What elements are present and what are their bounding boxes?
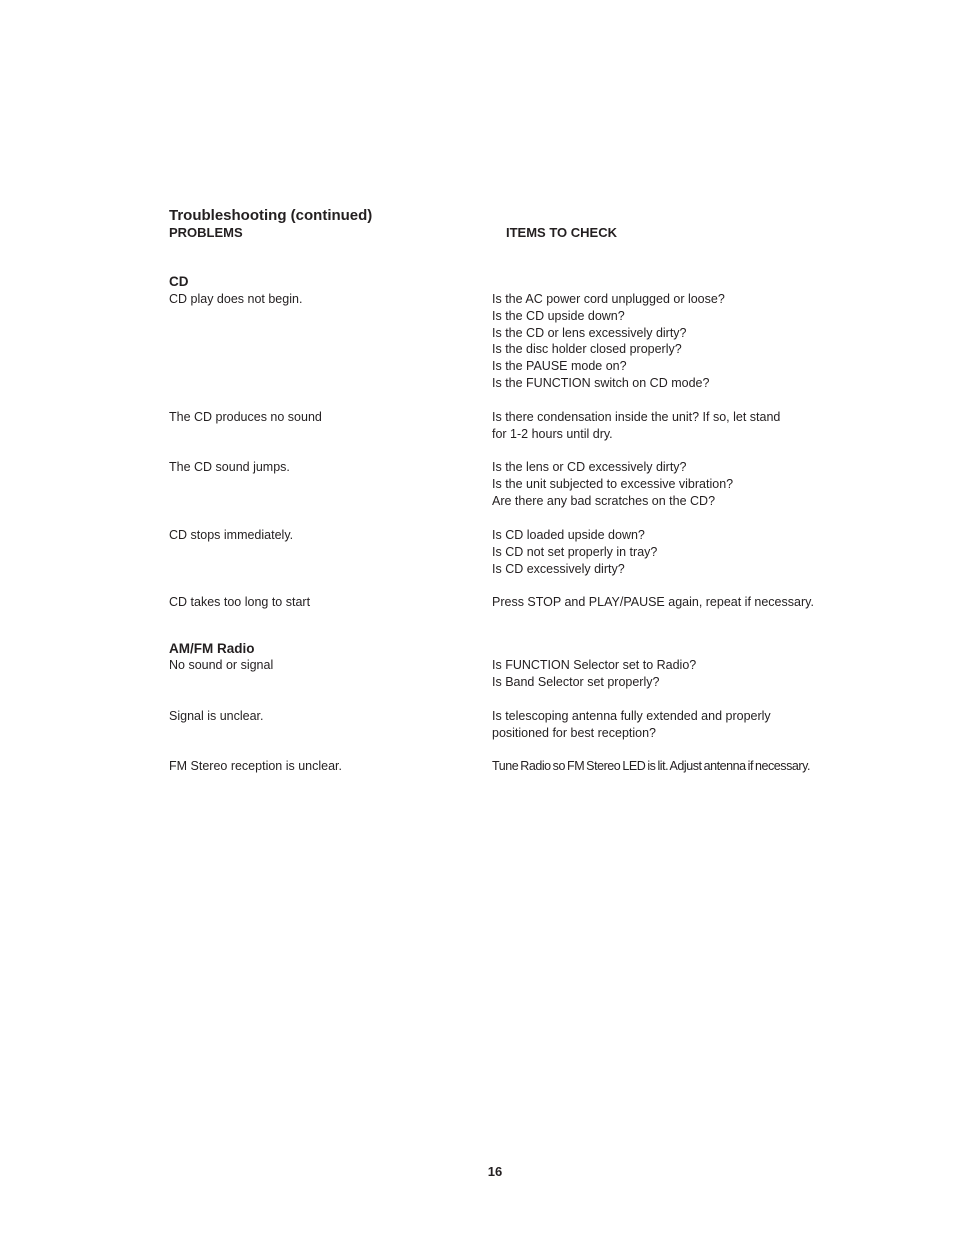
check-item: Is there condensation inside the unit? If so, let stand [492, 410, 781, 424]
problem-radio-no-sound: No sound or signal [169, 658, 274, 672]
check-item: Is CD loaded upside down? [492, 528, 645, 542]
checks-cd-slow-start [492, 594, 814, 611]
check-item: for 1-2 hours until dry. [492, 426, 613, 441]
check-item: Is the CD upside down? [492, 308, 625, 323]
check-item: Is the CD or lens excessively dirty? [492, 325, 687, 340]
problem-cd-no-sound: The CD produces no sound [169, 410, 322, 424]
check-item: Tune Radio so FM Stereo LED is lit. Adjust antenna if necessary. [492, 759, 811, 773]
checks-cd-play-not-begin [492, 291, 725, 392]
problem-cd-sound-jumps: The CD sound jumps. [169, 460, 290, 474]
radio-section-heading: AM/FM Radio [169, 641, 255, 656]
check-item: positioned for best reception? [492, 725, 656, 740]
cd-section-heading: CD [169, 274, 189, 289]
checks-fm-stereo-unclear [492, 758, 810, 775]
problem-cd-stops-immediately: CD stops immediately. [169, 528, 294, 542]
check-item: Is the disc holder closed properly? [492, 342, 682, 357]
page-number: 16 [487, 1164, 503, 1179]
problem-fm-stereo-unclear: FM Stereo reception is unclear. [169, 759, 342, 773]
check-item: Is CD not set properly in tray? [492, 544, 658, 559]
checks-cd-no-sound [492, 409, 780, 443]
problems-column-heading: PROBLEMS [169, 225, 243, 240]
check-item: Is the AC power cord unplugged or loose? [492, 292, 725, 306]
check-item: Is the unit subjected to excessive vibration? [492, 476, 734, 491]
check-item: Is the FUNCTION switch on CD mode? [492, 375, 710, 390]
check-item: Is FUNCTION Selector set to Radio? [492, 658, 697, 672]
checks-radio-no-sound [492, 657, 696, 691]
checks-radio-signal-unclear [492, 708, 771, 742]
page-title: Troubleshooting (continued) [169, 207, 373, 224]
problem-cd-slow-start: CD takes too long to start [169, 595, 311, 609]
checks-cd-stops-immediately [492, 527, 657, 577]
check-item: Press STOP and PLAY/PAUSE again, repeat if necessary. [492, 595, 814, 609]
check-item: Is telescoping antenna fully extended and properly [492, 709, 771, 723]
check-item: Is the lens or CD excessively dirty? [492, 460, 687, 474]
check-item: Is CD excessively dirty? [492, 561, 625, 576]
problem-radio-signal-unclear: Signal is unclear. [169, 709, 264, 723]
check-item: Is the PAUSE mode on? [492, 359, 627, 374]
check-item: Are there any bad scratches on the CD? [492, 493, 716, 508]
items-to-check-column-heading: ITEMS TO CHECK [506, 225, 617, 240]
check-item: Is Band Selector set properly? [492, 674, 660, 689]
problem-cd-play-not-begin: CD play does not begin. [169, 292, 303, 306]
checks-cd-sound-jumps [492, 459, 733, 509]
